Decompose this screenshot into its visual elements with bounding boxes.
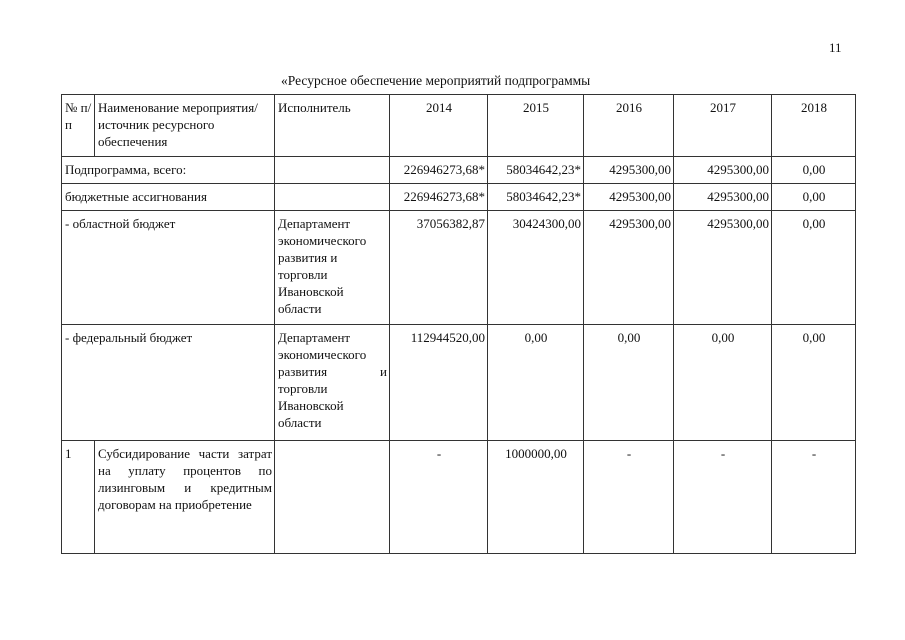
header-num: № п/п: [62, 95, 95, 157]
row-2014: 37056382,87: [390, 211, 488, 325]
table-row: [62, 184, 856, 211]
row-2018: 0,00: [772, 157, 856, 184]
header-2014: 2014: [390, 95, 488, 157]
header-name: Наименование мероприятия/источник ресурсного обеспечения: [95, 95, 275, 157]
row-2014: 226946273,68*: [390, 157, 488, 184]
row-2016: 4295300,00: [584, 184, 674, 211]
row-2018: 0,00: [772, 184, 856, 211]
row-executor: [275, 184, 390, 211]
row-2017: 4295300,00: [674, 211, 772, 325]
row-2015: 30424300,00: [488, 211, 584, 325]
resource-table: [61, 94, 856, 554]
row-executor: [275, 157, 390, 184]
table-row: [62, 157, 856, 184]
row-label: - областной бюджет: [62, 211, 275, 325]
item-num: 1: [62, 441, 95, 554]
row-2017: 4295300,00: [674, 184, 772, 211]
header-2016: 2016: [584, 95, 674, 157]
item-name: Субсидирование части затрат на уплату процентов по лизинговым и кредитным договорам на приобретение: [95, 441, 275, 554]
table-row: [62, 211, 856, 325]
row-2016: 4295300,00: [584, 157, 674, 184]
row-executor: Департамент экономического развития и торговли Ивановской области: [275, 211, 390, 325]
header-2015: 2015: [488, 95, 584, 157]
row-2017: 0,00: [674, 325, 772, 441]
header-executor: Исполнитель: [275, 95, 390, 157]
row-label: бюджетные ассигнования: [62, 184, 275, 211]
row-2014: 112944520,00: [390, 325, 488, 441]
row-2018: 0,00: [772, 325, 856, 441]
row-executor: Департамент экономического развития и торговли Ивановской области: [275, 325, 390, 441]
row-2016: 0,00: [584, 325, 674, 441]
item-2018: -: [772, 441, 856, 554]
item-2014: -: [390, 441, 488, 554]
row-2018: 0,00: [772, 211, 856, 325]
table-row: [62, 325, 856, 441]
row-2014: 226946273,68*: [390, 184, 488, 211]
item-2017: -: [674, 441, 772, 554]
row-2015: 58034642,23*: [488, 157, 584, 184]
header-2018: 2018: [772, 95, 856, 157]
table-header-row: [62, 95, 856, 157]
row-label: Подпрограмма, всего:: [62, 157, 275, 184]
page-number: 11: [829, 40, 842, 55]
item-executor: [275, 441, 390, 554]
header-2017: 2017: [674, 95, 772, 157]
row-label: - федеральный бюджет: [62, 325, 275, 441]
table-title: «Ресурсное обеспечение мероприятий подпрограммы: [281, 73, 591, 88]
row-2016: 4295300,00: [584, 211, 674, 325]
item-2016: -: [584, 441, 674, 554]
row-2017: 4295300,00: [674, 157, 772, 184]
table-row: [62, 441, 856, 554]
item-2015: 1000000,00: [488, 441, 584, 554]
row-2015: 0,00: [488, 325, 584, 441]
row-2015: 58034642,23*: [488, 184, 584, 211]
